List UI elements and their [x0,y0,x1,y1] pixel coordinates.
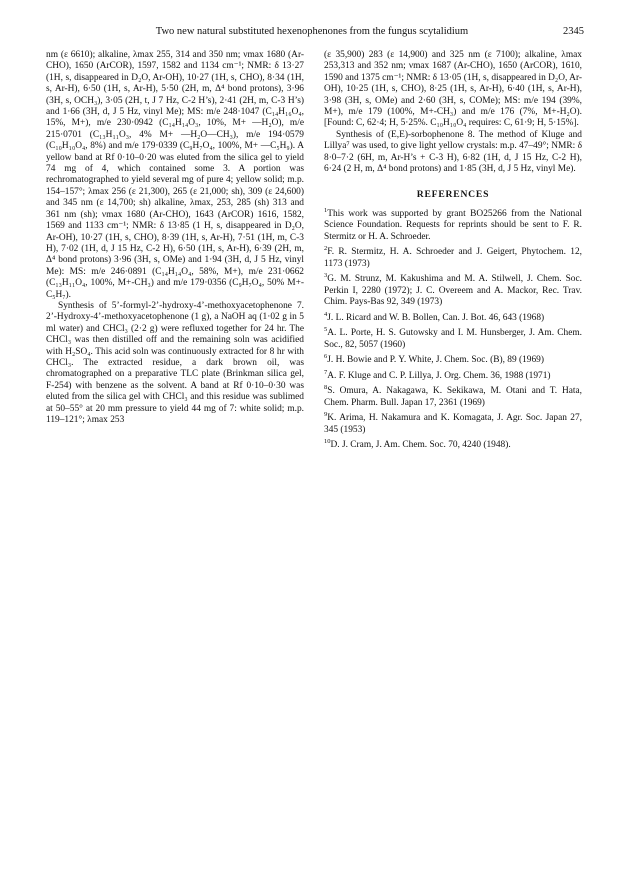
reference-item [324,382,582,409]
reference-text: F. R. Stermitz, H. A. Schroeder and J. Geigert, Phytochem. 12, 1173 (1973) [324,247,582,269]
reference-text: K. Arima, H. Nakamura and K. Komagata, J. Agr. Soc. Japan 27, 345 (1953) [324,413,582,435]
reference-number: 2 [324,245,328,253]
reference-number: 9 [324,410,328,418]
running-header [40,26,584,40]
reference-item [324,309,582,325]
references-list [324,205,582,452]
reference-number: 3 [324,272,328,280]
reference-text: A. F. Kluge and C. P. Lillya, J. Org. Chem. 36, 1988 (1971) [327,370,551,381]
reference-text: J. H. Bowie and P. Y. White, J. Chem. Soc. (B), 89 (1969) [327,355,544,366]
reference-item [324,367,582,383]
reference-item [324,436,582,452]
reference-item [324,205,582,243]
reference-number: 6 [324,352,328,360]
reference-text: S. Omura, A. Nakagawa, K. Sekikawa, M. Otani and T. Hata, Chem. Pharm. Bull. Japan 17, 2361 (1969) [324,386,582,408]
references-heading: REFERENCES [416,189,490,201]
reference-text: D. J. Cram, J. Am. Chem. Soc. 70, 4240 (1948). [330,440,511,451]
right-column [324,50,582,451]
reference-text: This work was supported by grant BO25266 from the National Science Foundation. Requests for reprints should be sent to F. R. Stermitz or H. A. Schroeder. [324,209,582,242]
body-paragraph: Synthesis of 5’-formyl-2’-hydroxy-4’-methoxyacetophenone 7. 2’-Hydroxy-4’-methoxyacetophenone (1 g), a NaOH aq (1·02 g in 5 ml water) and CHCl₃ (2·2 g) were refluxed together for 24 hr. The CHCl₃ was then distilled off and the remaining soln was acidified with H₂SO₄. This acid soln was continuously extracted for 8 hr with CHCl₃. The extracted residue, a dark brown oil, was chromatographed on a preparative TLC plate (Brinkman silica gel, F-254) with benzene as the solvent. A band at Rf 0·10–0·30 was eluted from the silica gel with CHCl₃ and this residue was sublimed at 50–55° at 20 mm pressure to yield 44 mg of 7: white solid; m.p. 119–121°; λmax 253 [46,300,304,425]
reference-number: 4 [324,310,328,318]
reference-item [324,243,582,270]
body-paragraph: (ε 35,900) 283 (ε 14,900) and 325 nm (ε 7100); alkaline, λmax 253,313 and 352 nm; νmax 1687 (Ar-CHO), 1650 (ArCOR), 1610, 1590 and 1375 cm⁻¹; NMR: δ 13·05 (1H, s, disappeared in D₂O, Ar-OH), 10·25 (1H, s, CHO), 8·25 (1H, s, Ar-H), 6·40 (1H, s, Ar-H), 3·98 (3H, s, OMe) and 2·60 (3H, s, COMe); MS: m/e 194 (39%, M+), m/e 179 (100%, M+-CH₃) and m/e 176 (7%, M+-H₂O). [Found: C, 62·4; H, 5·25%. C₁₀H₁₀O₄ requires: C, 61·9; H, 5·15%]. [324,50,582,129]
reference-number: 10 [324,437,331,445]
reference-item [324,351,582,367]
page-number: 2345 [563,26,584,37]
reference-number: 1 [324,206,328,214]
reference-text: G. M. Strunz, M. Kakushima and M. A. Stilwell, J. Chem. Soc. Perkin I, 2280 (1972); J. C. Overeem and A. Mackor, Rec. Trav. Chim. Pays-Bas 92, 349 (1973) [324,274,582,308]
reference-number: 8 [324,384,328,392]
running-title: Two new natural substituted hexenophenones from the fungus scytalidium [155,26,469,37]
reference-number: 5 [324,326,328,334]
reference-text: A. L. Porte, H. S. Gutowsky and I. M. Hunsberger, J. Am. Chem. Soc., 82, 5057 (1960) [324,328,582,350]
reference-item [324,324,582,351]
reference-item [324,409,582,436]
body-paragraph: nm (ε 6610); alkaline, λmax 255, 314 and 350 nm; νmax 1680 (Ar-CHO), 1650 (ArCOR), 1597, 1582 and 1134 cm⁻¹; NMR: δ 13·27 (1H, s, disappeared in D₂O, Ar-OH), 10·27 (1H, s, CHO), 8·34 (1H, s, Ar-H), 6·50 (1H, s, Ar-H), 5·50 (2H, m, Δ⁴ bond protons), 3·96 (3H, s, OCH₃), 3·05 (2H, t, J 7 Hz, C-2 H’s), 2·41 (2H, m, C-3 H’s) and 1·66 (3H, d, J 5 Hz, vinyl Me); MS: m/e 248·1047 (C₁₄H₁₆O₄, 15%, M+), m/e 230·0942 (C₁₄H₁₄O₃, 10%, M+ —H₂O), m/e 215·0701 (C₁₃H₁₁O₃, 4% M+ —H₂O—CH₃), m/e 194·0579 (C₁₀H₁₀O₄, 8%) and m/e 179·0339 (C₉H₇O₄, 100%, M+ —C₅H₉). A yellow band at Rf 0·10–0·20 was eluted from the silica gel to yield 74 mg of 4, which contained some 3. A portion was rechromatographed to yield several mg of pure 4; yellow solid; m.p. 154–157°; λmax 256 (ε 21,300), 265 (ε 21,000; sh), 309 (ε 24,600) and 345 nm (ε 14,700; sh) alkaline, λmax, 253, 285 (sh) 313 and 361 nm (sh); νmax 1680 (Ar-CHO), 1643 (ArCOR) 1616, 1582, 1569 and 1133 cm⁻¹; NMR: δ 13·85 (1 H, s, disappeared in D₂O, Ar-OH), 10·27 (1H, s, CHO), 8·39 (1H, s, Ar-H), 7·51 (1H, m, C-3 H), 7·02 (1H, d, J 15 Hz, C-2 H), 6·50 (1H, s, Ar-H), 6·39 (2H, m, Δ⁴ bond protons) 3·96 (3H, s, OMe) and 1·94 (3H, d, J 5 Hz, vinyl Me): MS: m/e 246·0891 (C₁₄H₁₄O₄, 58%, M+), m/e 231·0662 (C₁₃H₁₁O₄, 100%, M+-CH₃) and m/e 179·0356 (C₉H₇O₄, 50% M+-C₅H₇). [46,50,304,300]
body-paragraph: Synthesis of (E,E)-sorbophenone 8. The method of Kluge and Lillya⁷ was used, to give light yellow crystals: m.p. 47–49°; NMR: δ 8·0–7·2 (6H, m, Ar-H’s + C-3 H), 6·82 (1H, d, J 15 Hz, C-2 H), 6·24 (2 H, m, Δ⁴ bond protons) and 1·85 (3H, d, J 5 Hz, vinyl Me). [324,129,582,175]
left-column [46,50,304,426]
reference-item [324,270,582,308]
reference-number: 7 [324,368,328,376]
reference-text: J. L. Ricard and W. B. Bollen, Can. J. Bot. 46, 643 (1968) [327,312,545,323]
